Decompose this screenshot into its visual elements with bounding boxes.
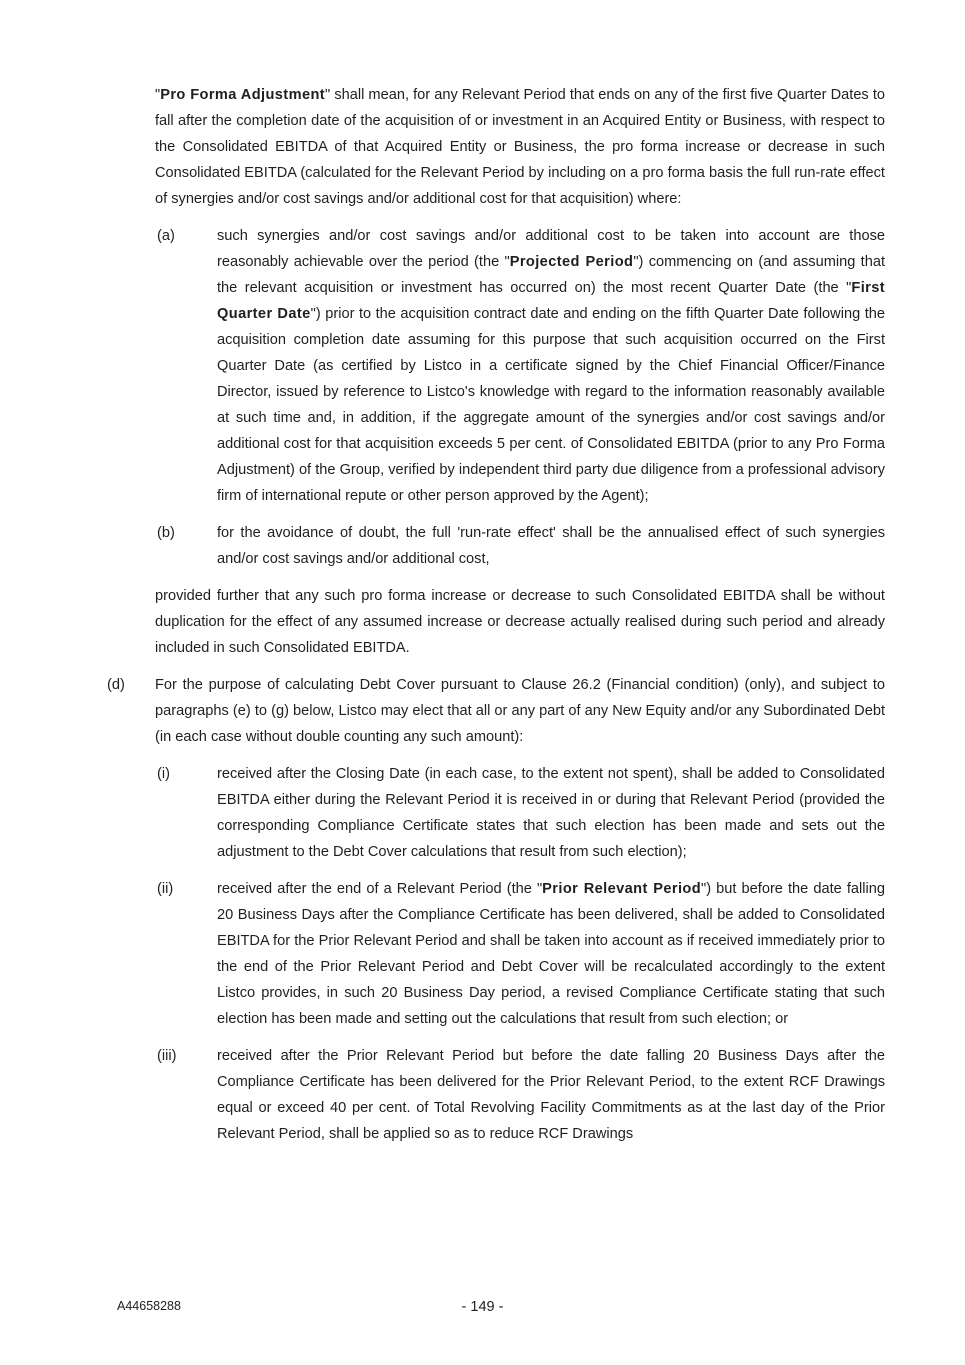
paragraph-label: (ii) — [157, 881, 174, 897]
paragraph — [157, 876, 885, 1032]
paragraph-label: (b) — [157, 525, 175, 541]
paragraph-label: (iii) — [157, 1048, 177, 1064]
paragraph — [157, 223, 885, 509]
paragraph — [155, 583, 885, 661]
paragraph-label: (a) — [157, 228, 175, 244]
paragraph-text: For the purpose of calculating Debt Cover pursuant to Clause 26.2 (Financial condition) (only), and subject to paragraphs (e) to (g) below, Listco may elect that all or any part of any New Equity and/or any Subordinated Debt (in each case without double counting any such amount): — [155, 677, 885, 745]
paragraph-text: received after the Closing Date (in each case, to the extent not spent), shall be added to Consolidated EBITDA either during the Relevant Period it is received in or during that Relevant Period (provided the corresponding Compliance Certificate states that such election has been made and sets out the adjustment to the Debt Cover calculations that result from such election); — [217, 766, 885, 860]
paragraph-text: received after the end of a Relevant Period (the "Prior Relevant Period") but before the date falling 20 Business Days after the Compliance Certificate has been delivered, shall be added to Consolidated EBITDA for the Prior Relevant Period and shall be taken into account as if received immediately prior to the end of the Prior Relevant Period and Debt Cover will be recalculated accordingly to the extent Listco provides, in such 20 Business Day period, a revised Compliance Certificate stating that such election has been made and setting out the calculations that result from such election; or — [217, 881, 885, 1027]
paragraph — [155, 82, 885, 212]
paragraph — [107, 672, 885, 750]
paragraph-text: such synergies and/or cost savings and/or additional cost to be taken into account are those reasonably achievable over the period (the "Projected Period") commencing on (and assuming that the relevant acquisition or investment has occurred on) the most recent Quarter Date (the "First Quarter Date") prior to the acquisition contract date and ending on the fifth Quarter Date following the acquisition completion date assuming for this purpose that such acquisition occurred on the First Quarter Date (as certified by Listco in a certificate signed by the Chief Financial Officer/Finance Director, issued by reference to Listco's knowledge with regard to the information reasonably available at such time and, in addition, if the aggregate amount of the synergies and/or cost savings and/or additional cost for that acquisition exceeds 5 per cent. of Consolidated EBITDA (prior to any Pro Forma Adjustment) of the Group, verified by independent third party due diligence from a professional advisory firm of international repute or other person approved by the Agent); — [217, 228, 885, 504]
paragraph — [157, 761, 885, 865]
defined-term: Pro Forma Adjustment — [160, 87, 326, 103]
paragraph-text: received after the Prior Relevant Period but before the date falling 20 Business Days after the Compliance Certificate has been delivered for the Prior Relevant Period, to the extent RCF Drawings equal or exceed 40 per cent. of Total Revolving Facility Commitments as at the last day of the Prior Relevant Period, shall be applied so as to reduce RCF Drawings — [217, 1048, 885, 1142]
document-reference: A44658288 — [117, 1299, 181, 1313]
paragraph-text: for the avoidance of doubt, the full 'run-rate effect' shall be the annualised effect of such synergies and/or cost savings and/or additional cost, — [217, 525, 885, 567]
defined-term: Prior Relevant Period — [542, 881, 702, 897]
paragraph — [157, 1043, 885, 1147]
defined-term: Projected Period — [509, 254, 634, 270]
paragraph-text: "Pro Forma Adjustment" shall mean, for any Relevant Period that ends on any of the first five Quarter Dates to fall after the completion date of the acquisition of or investment in an Acquired Entity or Business, with respect to the Consolidated EBITDA of that Acquired Entity or Business, the pro forma increase or decrease in such Consolidated EBITDA (calculated for the Relevant Period by including on a pro forma basis the full run-rate effect of synergies and/or cost savings and/or additional cost for that acquisition) where: — [155, 87, 885, 207]
paragraph — [157, 520, 885, 572]
page-number: - 149 - — [461, 1299, 504, 1315]
page-footer — [0, 1294, 965, 1320]
defined-term: First Quarter Date — [217, 280, 885, 322]
paragraph-label: (i) — [157, 766, 170, 782]
document-body — [107, 82, 885, 1158]
paragraph-label: (d) — [107, 677, 125, 693]
paragraph-text: provided further that any such pro forma increase or decrease to such Consolidated EBITDA shall be without duplication for the effect of any assumed increase or decrease actually realised during such period and already included in such Consolidated EBITDA. — [155, 588, 885, 656]
